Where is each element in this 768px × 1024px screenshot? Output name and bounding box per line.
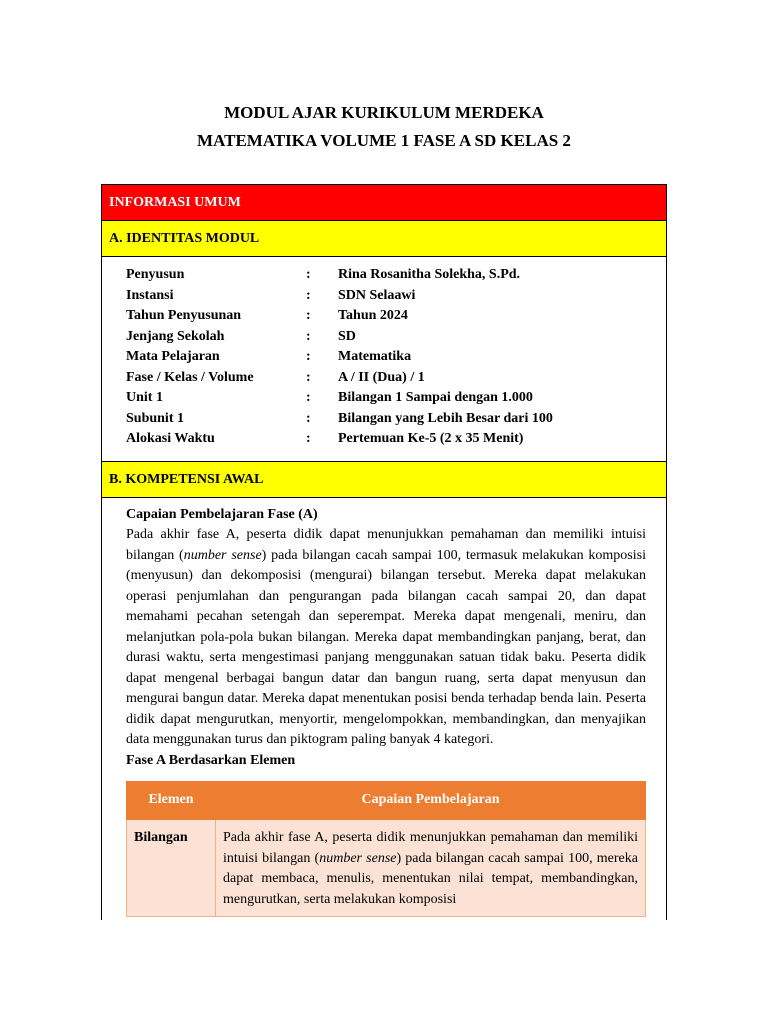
identity-label: Mata Pelajaran: [126, 349, 220, 364]
competence-body: [102, 498, 666, 918]
identity-colon: :: [306, 390, 311, 405]
identity-section-header: A. IDENTITAS MODUL: [102, 221, 666, 257]
competence-paragraph: [126, 525, 646, 751]
identity-colon: :: [306, 308, 311, 323]
identity-row: [102, 368, 666, 389]
identity-value: SD: [338, 328, 356, 344]
outcome-italic-term: number sense: [319, 850, 397, 866]
title-line-2: MATEMATIKA VOLUME 1 FASE A SD KELAS 2: [197, 131, 571, 150]
identity-row: [102, 306, 666, 327]
identity-label: Tahun Penyusunan: [126, 308, 242, 323]
identity-colon: :: [306, 369, 311, 385]
identity-value: Matematika: [338, 349, 412, 364]
column-header-outcome: Capaian Pembelajaran: [216, 782, 646, 820]
column-header-element: Elemen: [127, 782, 216, 820]
identity-row: [102, 265, 666, 286]
paragraph-italic-term: number sense: [183, 547, 262, 563]
identity-label: Subunit 1: [126, 410, 184, 426]
identity-colon: :: [306, 410, 311, 426]
identity-row: [102, 409, 666, 430]
element-cell: Bilangan: [127, 820, 216, 917]
identity-value: SDN Selaawi: [338, 287, 416, 303]
identity-colon: :: [306, 349, 311, 364]
identity-value: Rina Rosanitha Solekha, S.Pd.: [338, 267, 521, 282]
paragraph-text: ) pada bilangan cacah sampai 100, termasuk melakukan komposisi (menyusun) dan dekomposisi (mengurai) bilangan tersebut. Mereka dapat melakukan operasi penjumlahan dan pengurangan pada bilangan cacah sampai 20, dan dapat memahami pecahan setengah dan seperempat. Mereka dapat mengenali, meniru, dan melanjutkan pola-pola bukan bilangan. Mereka dapat membandingkan panjang, berat, dan durasi waktu, serta mengestimasi panjang menggunakan satuan tidak baku. Peserta didik dapat mengenal berbagai bangun datar dan bangun ruang, serta dapat menyusun dan mengurai bangun datar. Mereka dapat menentukan posisi benda terhadap benda lain. Peserta didik dapat mengurutkan, menyortir, mengelompokkan, membandingkan, dan menyajikan data menggunakan turus dan piktogram paling banyak 4 kategori.: [126, 547, 646, 747]
identity-label: Jenjang Sekolah: [126, 328, 225, 344]
identity-colon: :: [306, 267, 311, 282]
outcome-text: Pada akhir fase A, peserta didik menunjukkan pemahaman dan memiliki intuisi bilangan (: [223, 830, 638, 866]
identity-row: [102, 429, 666, 450]
outcome-text: ) pada bilangan cacah sampai 100, mereka dapat membaca, menulis, menentukan nilai tempat, membandingkan, mengurutkan, serta melakukan komposisi: [223, 850, 638, 907]
identity-row: [102, 347, 666, 368]
competence-heading: Capaian Pembelajaran Fase (A): [126, 506, 318, 522]
identity-label: Instansi: [126, 287, 174, 303]
competence-subheading: Fase A Berdasarkan Elemen: [126, 752, 296, 768]
paragraph-text: Pada akhir fase A, peserta didik dapat menunjukkan pemahaman dan memiliki intuisi bilangan (: [126, 527, 646, 563]
identity-label: Penyusun: [126, 267, 185, 282]
competence-section-header: B. KOMPETENSI AWAL: [102, 462, 666, 498]
identity-colon: :: [306, 431, 311, 446]
identity-row: [102, 388, 666, 409]
identity-row: [102, 327, 666, 348]
table-row: [127, 820, 646, 917]
identity-colon: :: [306, 287, 311, 303]
learning-outcomes-table: [126, 781, 646, 917]
identity-list: [102, 257, 666, 462]
identity-value: Tahun 2024: [338, 308, 408, 323]
general-info-header: INFORMASI UMUM: [102, 185, 666, 221]
table-header-row: [127, 782, 646, 820]
identity-value: Pertemuan Ke-5 (2 x 35 Menit): [338, 431, 524, 446]
identity-label: Fase / Kelas / Volume: [126, 369, 254, 385]
identity-value: Bilangan yang Lebih Besar dari 100: [338, 410, 553, 426]
identity-row: [102, 286, 666, 307]
identity-label: Unit 1: [126, 390, 163, 405]
title-line-1: MODUL AJAR KURIKULUM MERDEKA: [224, 103, 544, 122]
identity-label: Alokasi Waktu: [126, 431, 215, 446]
identity-value: A / II (Dua) / 1: [338, 369, 425, 385]
outcome-cell: [216, 820, 646, 917]
module-frame: [101, 184, 667, 920]
identity-colon: :: [306, 328, 311, 344]
document-title: [0, 99, 768, 155]
identity-value: Bilangan 1 Sampai dengan 1.000: [338, 390, 533, 405]
